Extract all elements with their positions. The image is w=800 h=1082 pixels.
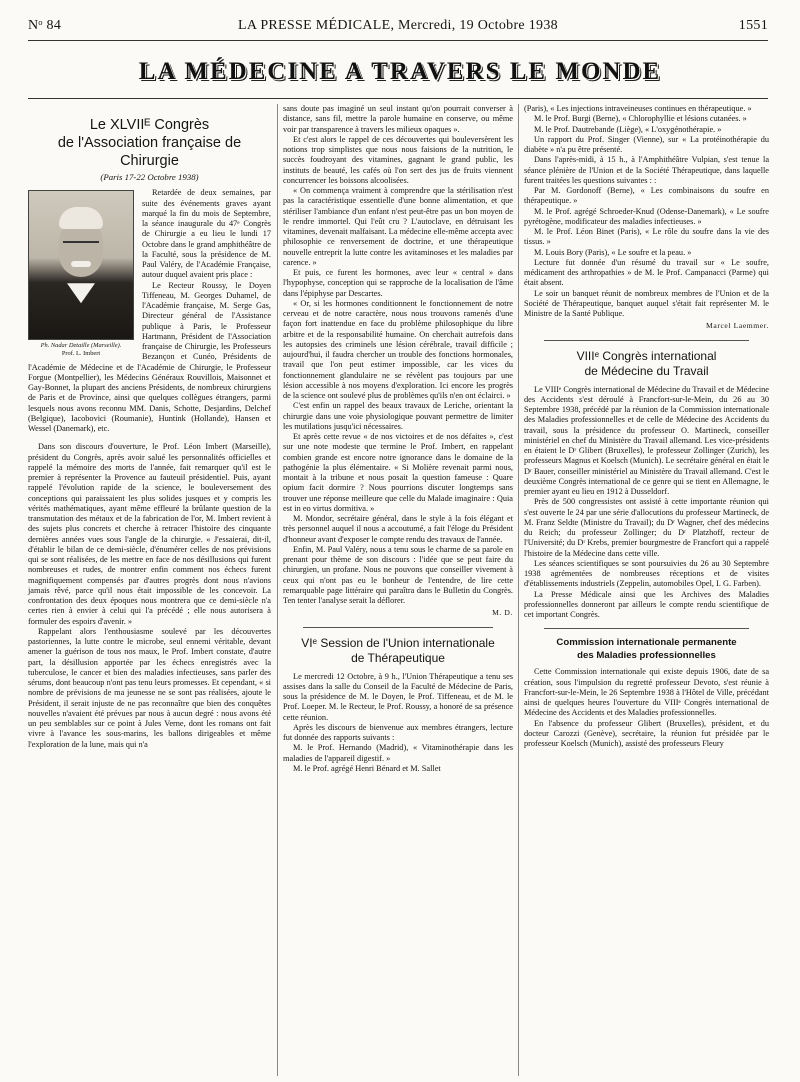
article3-title	[524, 349, 769, 379]
article-separator	[303, 627, 493, 628]
article2-paragraph: Le soir un banquet réunit de nombreux membres de l'Union et de la Société de Thérapeutique, banquet auquel s'était fait représenter M. le Ministre de la Santé Publique.	[524, 288, 769, 318]
article3-title-line1: VIIIᵉ Congrès international	[576, 348, 717, 363]
column-divider-2	[518, 104, 519, 1076]
article3-paragraph: Les séances scientifiques se sont poursuivies du 26 au 30 Septembre 1938 agrémentées de nombreuses réceptions et de visites d'établissements industriels (Zeppelin, automobiles Opel, I. G. Farben).	[524, 558, 769, 589]
article4-title-line2: des Maladies professionnelles	[577, 649, 716, 661]
photo-caption	[28, 342, 134, 358]
article1-paragraph: Et c'est alors le rappel de ces découvertes qui bouleversèrent les notions trop simplistes que nous nous faisions de la nutrition, le succès foudroyant des vitamines, gagnant le grand public, les instituts de beauté, les cafés où l'on sert des jus de fruits viennent concurrencer les boissons alcoolisées.	[283, 134, 513, 185]
article4-paragraph: En l'absence du professeur Glibert (Bruxelles), président, et du docteur Carozzi (Genève), secrétaire, la réunion fut présidée par le professeur Koelsch (Munich), assisté des professeurs Fleury	[524, 718, 769, 748]
article1-paragraph: Rappelant alors l'enthousiasme soulevé par les découvertes pastoriennes, la lutte contre le microbe, seul ennemi véritable, devant amener la guérison de tous nos maux, le Prof. Imbert constate, d'autre part, la désillusion apportée par les échecs enregistrés avec la tuberculose, le cancer et bien des maladies infectieuses, sans parler des sérums, dont beaucoup n'ont pas tenu leurs promesses. Et cependant, « si nombre de prévisions de ma jeunesse ne se sont pas réalisées, ajoute le Président, il serait injuste de ne pas reconnaître que bien des conquêtes nouvelles n'avaient été prévues par nous à aucun degré : nous avons été un peu semblables sur ce point à Jules Verne, dont les romans ont fait vivre à l'avance les sous-marins, les ballons dirigeables et même l'exploration de la lune, mais qui n'a	[28, 626, 271, 749]
article1-paragraph: Et après cette revue « de nos victoires et de nos défaites », c'est sur une note modeste que termine le Prof. Imbert, en rappelant combien grande est encore notre ignorance dans le domaine de la pathogénie la plus élémentaire. « Si Molière revenait parmi nous, montait à la tribune et nous posait la question fameuse : Quare opium facit dormire ? Nous pourrions discuter longtemps sans trouver une réponse meilleure que celle du Malade imaginaire : Quia est in eo virtus dormitiva. »	[283, 432, 513, 513]
article-separator	[544, 340, 749, 341]
article1-paragraph: « On commença vraiment à comprendre que la stérilisation n'est pas la caractéristique essentielle d'une bonne alimentation, et que stériliser l'ambiance d'un enfant n'est peut-être pas un bon moyen de le rendre immortel. Qui l'eût cru ? L'autoclave, en détruisant les vitamines, devenait malfaisant. La médecine elle-même accepta avec philosophie ce renversement de doctrine, et une thérapeutique nouvelle entreprit la lutte contre les avitaminoses et les maladies par carence. »	[283, 186, 513, 267]
article2-paragraph: M. le Prof. agrégé Schroeder-Knud (Odense-Danemark), « Le soufre pyrétogène, modificateur des maladies infectieuses. »	[524, 206, 769, 226]
page-number: 1551	[738, 18, 768, 33]
article1-paragraph: Enfin, M. Paul Valéry, nous a tenu sous le charme de sa parole en prenant pour thème de son discours : l'idée que se peut faire du chirurgien, un profane. Nous ne pouvons que conseiller vivement à ceux qui n'ont pas eu le bonheur de l'entendre, de lire cette remarquable page littéraire qui paraîtra dans le Bulletin du Congrès. Ten tenter l'analyse serait la déflorer.	[283, 544, 513, 605]
article2-paragraph: Après les discours de bienvenue aux membres étrangers, lecture fut donnée des rapports suivants :	[283, 722, 513, 742]
article1-paragraph: Et puis, ce furent les hormones, avec leur « central » dans l'hypophyse, conception qui se rapproche de la localisation de l'âme dans l'épiphyse par Descartes.	[283, 268, 513, 298]
article1-title-line1: Le XLVIIᴱ Congrès	[89, 117, 210, 133]
issue-number: Nᵒ 84	[28, 18, 62, 33]
article4-title-line1: Commission internationale permanente	[556, 637, 737, 649]
portrait-figure	[28, 190, 134, 358]
article3-paragraph: Le VIIIᵉ Congrès international de Médecine du Travail et de Médecine des Accidents s'est déroulé à Francfort-sur-le-Mein, du 26 au 30 Septembre 1938, précédé par la réunion de la Commission internationale des Maladies professionnelles et de celle de Médecine des Accidents du travail, sous la présidence du professeur O. Martineck, conseiller ministériel en chef du Ministère du Travail allemand. Les vice-présidents en étaient le Dʳ Glibert (Bruxelles), le professeur Zollinger (Zurich), les professeurs Magnus et Koelsch (Munich). Le secrétaire général en était le Dʳ Bauer, conseiller ministériel au Ministère du Travail allemand. C'est le deuxième Congrès international de ce genre qui se tient en Allemagne, le premier ayant eu lieu en 1912 à Dusseldorf.	[524, 384, 769, 496]
article1-paragraph: C'est enfin un rappel des beaux travaux de Leriche, orientant la chirurgie dans une voie physiologique pouvant permettre de limiter les mutilations jusqu'ici nécessaires.	[283, 401, 513, 431]
column-2	[283, 104, 513, 774]
article2-paragraph: M. le Prof. Hernando (Madrid), « Vitaminothérapie dans les maladies de l'appareil digestif. »	[283, 743, 513, 763]
section-banner: LA MÉDECINE A TRAVERS LE MONDE	[138, 58, 662, 85]
article3-paragraph: Près de 500 congressistes ont assisté à cette importante réunion qui s'est ouverte le 24 par une série d'allocutions du professeur Martineck, de M. Franz Seldte (Ministre du Travail); du Dʳ Wagner, chef des médecins du Reich; du professeur Zollinger; du Dʳ Platzhoff, recteur de l'Université; du Dʳ Krebs, premier bourgmestre de Francfort qui a rappelé l'histoire de la Médecine dans cette ville.	[524, 497, 769, 558]
article2-paragraph: M. le Prof. Burgi (Berne), « Chlorophyllie et lésions cutanées. »	[534, 114, 747, 124]
article1-title-line2: de l'Association française de Chirurgie	[57, 135, 242, 169]
portrait-photo	[28, 190, 134, 340]
article1-paragraph: Dans son discours d'ouverture, le Prof. Léon Imbert (Marseille), président du Congrès, après avoir salué les personnalités officielles et rappelé la mémoire des morts de l'année, fait remarquer qu'il est le premier à représenter la Provence au fauteuil présidentiel. Puis, ayant rappelé l'évolution rapide de la science, le bouleversement des conceptions qui paraissaient les plus solides jusques et y compris les vérités mathématiques, ayant même effleuré la brûlante question de la transmutation des métaux et de la fabrication de l'or, M. Imbert revient à des sujets plus concrets et cherche à retracer l'histoire des cinquante dernières années vues sous l'angle de la chirurgie. « J'essaierai, dit-il, d'établir le bilan de ce demi-siècle, d'énumérer celles de nos prévisions qui se sont réalisées, de les mettre en face de nos désillusions qui furent nombreuses et rudes, de montrer enfin comment nos échecs furent magnifiquement compensés par d'autres progrès dont nous n'avions jamais rêvé, parce qu'il nous était impossible de les concevoir. La confrontation des deux époques nous montrera que ce demi-siècle n'a certes rien à envier à celui qui l'a précédé ; elle nous autorisera à formuler des espoirs d'avenir. »	[28, 442, 271, 626]
article2-title-line1: VIᵉ Session de l'Union internationale	[301, 635, 495, 650]
article2-paragraph: (Paris), « Les injections intraveineuses continues en thérapeutique. »	[524, 104, 752, 113]
article2-paragraph: M. le Prof. agrégé Henri Bénard et M. Sallet	[293, 763, 441, 773]
article4-paragraph: Cette Commission internationale qui existe depuis 1906, date de sa création, sous l'impulsion du regretté professeur Devoto, s'est réunie à Francfort-sur-le-Mein, le 26 Septembre 1938 à l'Hôtel de Ville, précédant ainsi de quelques heures l'ouverture du VIIIᵉ Congrès international de Médecine des Accidents et des Maladies professionnelles.	[524, 667, 769, 718]
article4-title	[524, 637, 769, 662]
article2-paragraph: M. Louis Bory (Paris), « Le soufre et la peau. »	[534, 247, 692, 257]
article3-paragraph: La Presse Médicale ainsi que les Archives des Maladies professionnelles donneront par ailleurs le compte rendu scientifique de cet important Congrès.	[524, 589, 769, 619]
article3-title-line2: de Médecine du Travail	[584, 363, 709, 378]
column-divider-1	[277, 104, 278, 1076]
article2-signature: Marcel Laemmer.	[706, 321, 769, 331]
article1-paragraph: M. Mondor, secrétaire général, dans le style à la fois élégant et très personnel auquel il nous a accoutumé, a fait l'éloge du Président d'honneur avant d'exposer le compte rendu des travaux de l'année.	[283, 514, 513, 544]
banner-rule	[28, 98, 768, 99]
article2-paragraph: Par M. Gordonoff (Berne), « Les combinaisons du soufre en thérapeutique. »	[524, 186, 769, 206]
running-header	[28, 18, 768, 38]
article2-paragraph: Le mercredi 12 Octobre, à 9 h., l'Union Thérapeutique a tenu ses assises dans la salle du Conseil de la Faculté de Médecine de Paris, sous la présidence de M. le Doyen, le Prof. Tiffeneau, et de M. le Prof. Loeper. M. le Recteur, le Prof. Roussy, a honoré de sa présence cette réunion.	[283, 671, 513, 722]
photo-credit: Ph. Nadar Detaille (Marseille).	[40, 342, 122, 350]
article1-dates: (Paris 17-22 Octobre 1938)	[100, 172, 199, 182]
journal-title-date: LA PRESSE MÉDICALE, Mercredi, 19 Octobre 1938	[238, 18, 558, 33]
article1-paragraph: Retardée de deux semaines, par suite des événements graves ayant marqué la fin du mois de Septembre, la séance inaugurale du 47ᵉ Congrès de Chirurgie a eu lieu le lundi 17 Octobre dans le grand amphithéâtre de la Faculté, sous la présidence de M. Paul Valéry, de l'Académie Française, autour duquel avaient pris place :	[142, 188, 271, 280]
article1-paragraph: Le Recteur Roussy, le Doyen Tiffeneau, M. Georges Duhamel, de l'Académie française, M. Serge Gas, Directeur général de l'Assistance publique à Paris, le Professeur Hartmann, Président de l'Association française de Chirurgie, les Professeurs Bezançon et Cunéo, Présidents de l'Académie de Médecine et de l'Académie de Chirurgie, le Professeur Forgue (Montpellier), les Médecins Généraux Rouvillois, Maisonnet et Gay-Bonnet, la plupart des anciens Présidents, de nombreux chirurgiens de Paris et de Province, ainsi que quelques collègues étrangers, parmi lesquels nous avons reconnu MM. Danis, Schotte, Desjardins, Delchef (Belgique), Iacobovici (Roumanie), Huntink (Hollande), Hansen et Wessel (Danemark), etc.	[28, 280, 271, 433]
column-1	[28, 104, 271, 750]
article2-paragraph: M. le Prof. Dautrebande (Liège), « L'oxygénothérapie. »	[534, 124, 722, 134]
header-rule	[28, 40, 768, 41]
article-separator	[544, 628, 749, 629]
article1-title	[28, 116, 271, 170]
photo-subject: Prof. L. Imbert	[61, 350, 101, 358]
article1-paragraph: sans doute pas imaginé un seul instant qu'on pourrait converser à distance, sans fil, mettre la parole humaine en conserve, ou même voir par transparence à travers les milieux opaques ».	[283, 104, 513, 134]
article2-title	[283, 636, 513, 666]
article2-paragraph: Un rapport du Prof. Singer (Vienne), sur « La protéinothérapie du diabète » n'a pu être présenté.	[524, 134, 769, 154]
column-3	[524, 104, 769, 749]
article2-paragraph: Lecture fut donnée d'un résumé du travail sur « Le soufre, médicament des arthropathies » de M. le Prof. Campanacci (Parme) qui était absent.	[524, 257, 769, 288]
article2-paragraph: M. le Prof. Léon Binet (Paris), « Le rôle du soufre dans la vie des tissus. »	[524, 227, 769, 247]
article1-signature: M. D.	[492, 608, 513, 618]
article2-title-line2: de Thérapeutique	[351, 650, 445, 665]
article2-paragraph: Dans l'après-midi, à 15 h., à l'Amphithéâtre Vulpian, s'est tenue la séance plénière de l'Union et de la Société Thérapeutique, dans laquelle furent traitées les questions suivantes : :	[524, 155, 769, 185]
article1-paragraph: « Or, si les hormones conditionnent le fonctionnement de notre cerveau et de notre caractère, nous nous trouvons ramenés d'une façon fort inattendue en face du problème philosophique du libre arbitre et de la responsabilité humaine. On cherchait autrefois dans les autopsies des criminels une lésion cérébrale, travail difficile ; aujourd'hui, il faudra chercher un trouble des fonctions hormonales, travail que l'on peut estimer impossible, car les vices du fonctionnement glandulaire ne se révèlent pas toujours par une lésion accessible à nos moyens d'exploration. Ici encore les progrès de la science ont soulevé plus de problèmes qu'ils n'en ont éclairci. »	[283, 298, 513, 400]
